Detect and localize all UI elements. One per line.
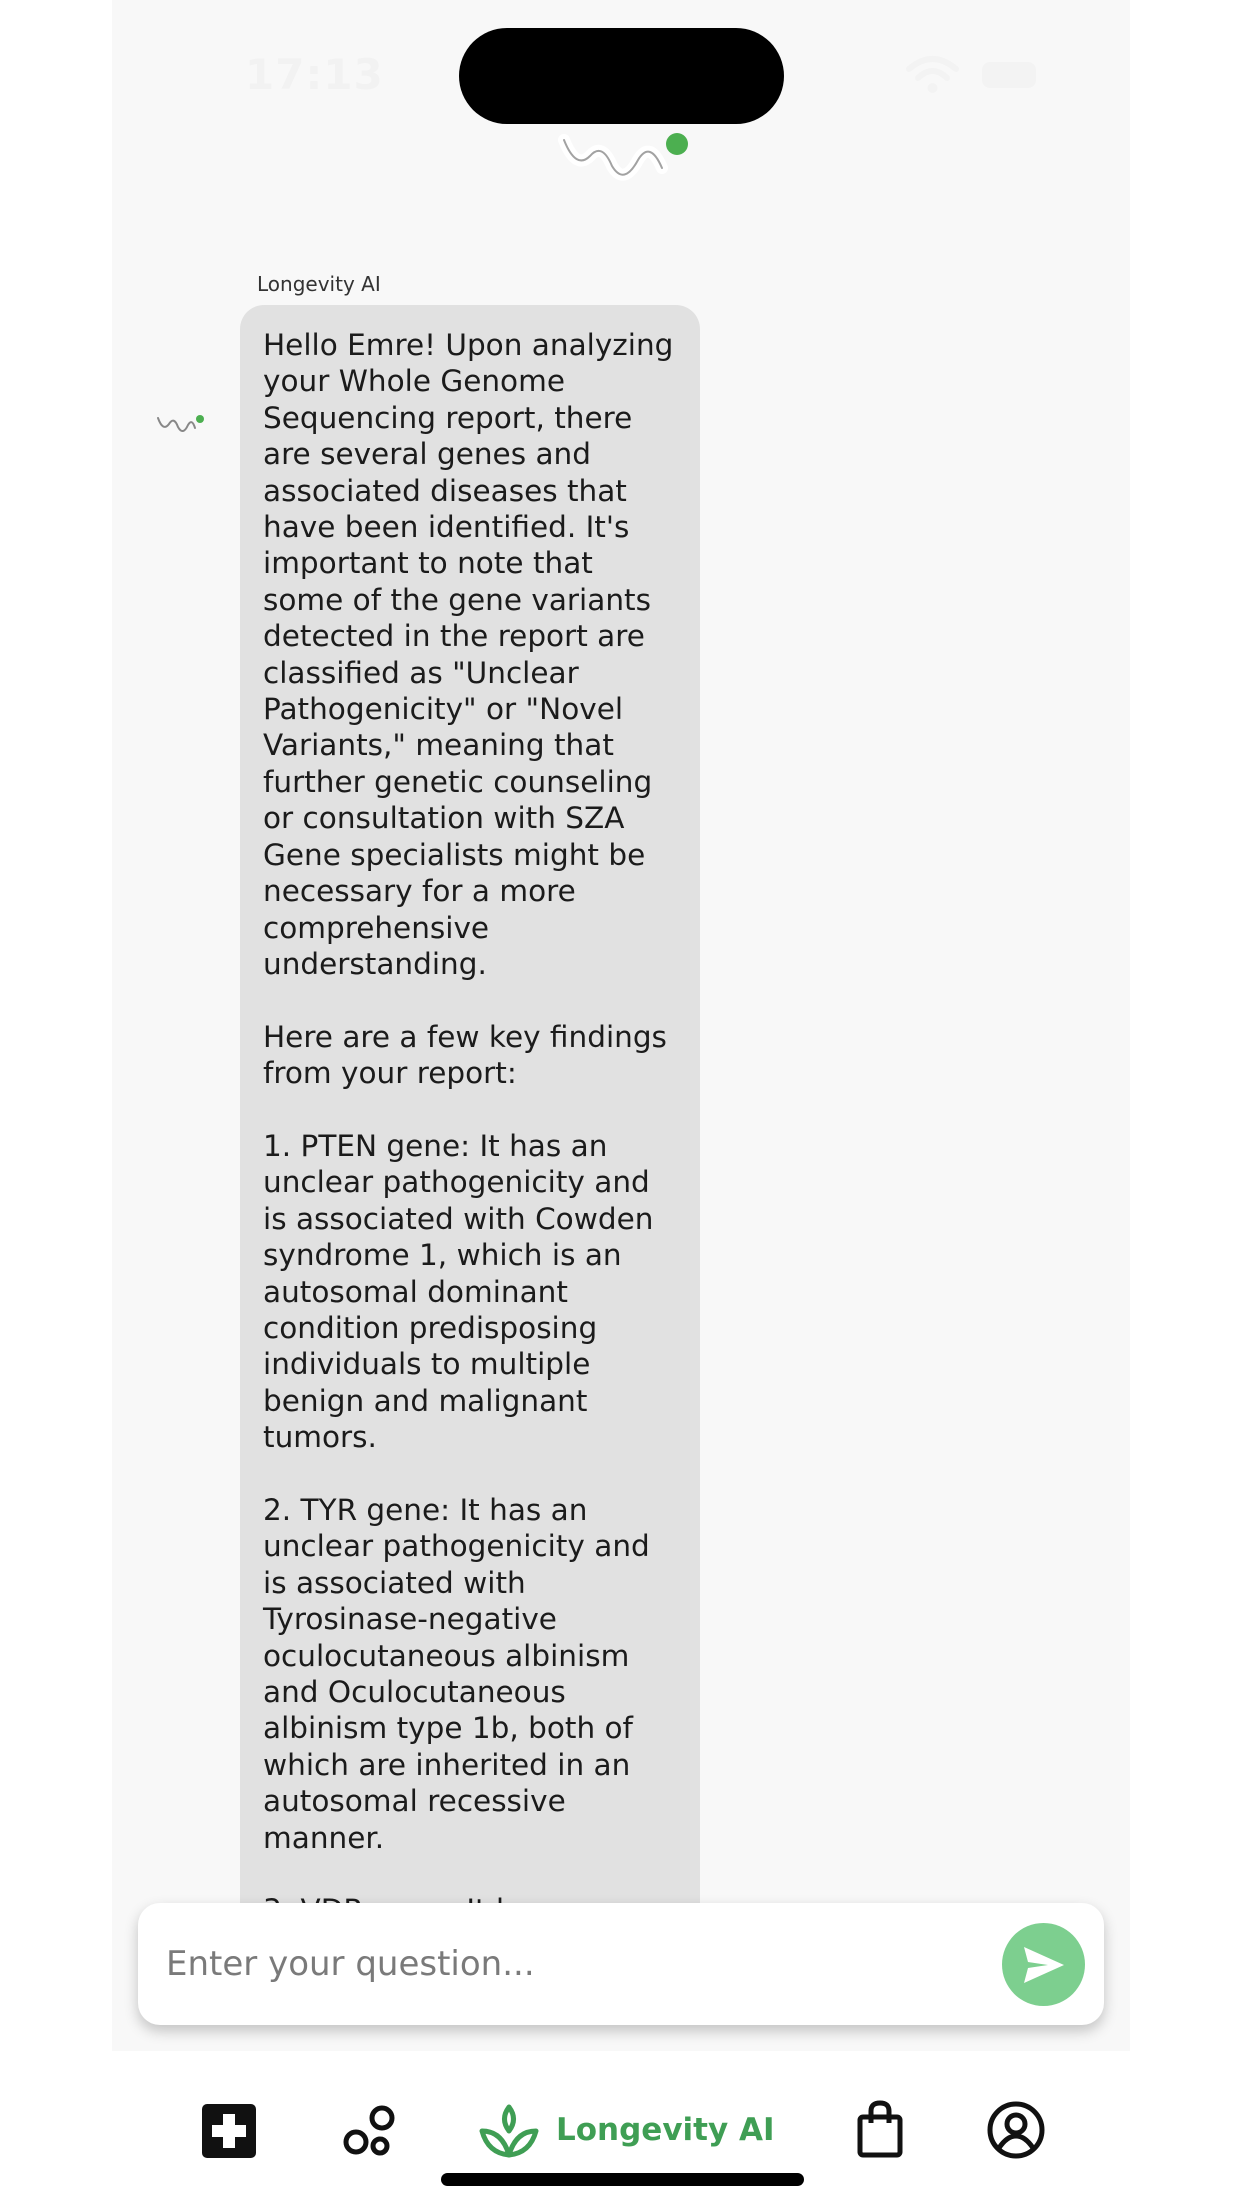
sprout-icon — [478, 2099, 540, 2161]
question-input[interactable] — [164, 1931, 988, 1997]
question-input-bar — [138, 1903, 1104, 2025]
medical-cross-icon — [202, 2104, 256, 2158]
user-circle-icon — [987, 2101, 1045, 2159]
status-time: 17:13 — [245, 50, 384, 99]
longevity-logo-icon — [554, 126, 689, 186]
send-icon — [1022, 1945, 1066, 1985]
ai-avatar-icon — [155, 410, 205, 438]
battery-icon — [982, 62, 1036, 88]
tab-health[interactable] — [202, 2104, 256, 2158]
wifi-icon — [905, 55, 960, 95]
tab-label: Longevity AI — [556, 2112, 775, 2148]
send-button[interactable] — [1002, 1923, 1085, 2006]
shopping-bag-icon — [857, 2099, 903, 2159]
bubbles-icon — [342, 2104, 398, 2158]
tab-bubbles[interactable] — [342, 2104, 398, 2158]
message-scroll-area[interactable] — [240, 305, 700, 1877]
tab-shop[interactable] — [857, 2099, 903, 2159]
ai-message-bubble: Hello Emre! Upon analyzing your Whole Genome Sequencing report, there are several genes and associated diseases that have been identified. It's important to note that some of the gene variants detected in the report are classified as "Unclear Pathogenicity" or "Novel Variants," meaning that further genetic counseling or consultation with SZA Gene specialists might be necessary for a more comprehensive understanding. Here are a few key findings from your report: 1. PTEN gene: It has an unclear pathogenicity and is associated with Cowden syndrome 1, which is an autosomal dominant condition predisposing individuals to multiple benign and malignant tumors. 2. TYR gene: It has an unclear pathogenicity and is associated with Tyrosinase-negative oculocutaneous albinism and Oculocutaneous albinism type 1b, both of which are inherited in an autosomal recessive manner. — [240, 305, 700, 1959]
tab-profile[interactable] — [987, 2101, 1045, 2159]
sender-name: Longevity AI — [257, 272, 381, 296]
home-indicator — [441, 2173, 804, 2186]
tab-longevity-ai[interactable] — [478, 2099, 775, 2161]
dynamic-island — [459, 28, 784, 124]
